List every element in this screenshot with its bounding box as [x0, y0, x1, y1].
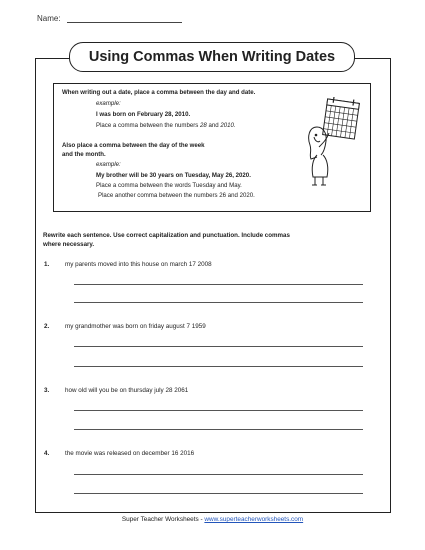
question-3-answer-line-2[interactable]: [74, 429, 363, 430]
example-label-1: example:: [96, 100, 121, 107]
rule-1: When writing out a date, place a comma between the day and date.: [62, 89, 256, 96]
footer-link[interactable]: www.superteacherworksheets.com: [204, 516, 304, 523]
question-2-answer-line-2[interactable]: [74, 366, 363, 367]
question-1-answer-line-2[interactable]: [74, 302, 363, 303]
question-2-text: my grandmother was born on friday august 7 1959: [65, 323, 206, 330]
question-4-answer-line-2[interactable]: [74, 493, 363, 494]
example-label-2: example:: [96, 161, 121, 168]
example-1-sentence: I was born on February 28, 2010.: [96, 111, 191, 118]
example-1-note-end: .: [233, 122, 236, 129]
question-1-text: my parents moved into this house on march 17 2008: [65, 261, 212, 268]
example-1-note-a: 28: [200, 122, 207, 129]
instructions-line-1: Rewrite each sentence. Use correct capitalization and punctuation. Include commas: [43, 232, 290, 239]
question-4-answer-line-1[interactable]: [74, 474, 363, 475]
question-4-text: the movie was released on december 16 2016: [65, 450, 195, 457]
page-title: Using Commas When Writing Dates: [69, 42, 355, 72]
question-3-answer-line-1[interactable]: [74, 410, 363, 411]
footer-brand: Super Teacher Worksheets -: [121, 516, 205, 523]
rule-2-line-1: Also place a comma between the day of the week: [62, 142, 205, 149]
footer: [0, 516, 425, 523]
example-1-note-b: 2010: [220, 122, 234, 129]
example-2-note-2: Place another comma between the numbers 26 and 2020.: [98, 192, 255, 199]
example-1-note-pre: Place a comma between the numbers: [96, 122, 200, 129]
example-1-note: [96, 122, 236, 129]
question-1-number: 1.: [44, 261, 50, 268]
example-2-sentence: My brother will be 30 years on Tuesday, May 26, 2020.: [96, 172, 251, 179]
name-blank-line[interactable]: [67, 14, 182, 23]
girl-holding-calendar-illustration: [305, 97, 363, 187]
question-1-answer-line-1[interactable]: [74, 284, 363, 285]
example-1-note-mid: and: [206, 122, 221, 129]
question-3-text: how old will you be on thursday july 28 2061: [65, 387, 189, 394]
question-2-answer-line-1[interactable]: [74, 346, 363, 347]
name-label: Name:: [37, 14, 61, 23]
question-4-number: 4.: [44, 450, 50, 457]
instructions-line-2: where necessary.: [43, 241, 95, 248]
question-2-number: 2.: [44, 323, 50, 330]
name-field[interactable]: [37, 14, 182, 23]
example-2-note-1: Place a comma between the words Tuesday and May.: [96, 182, 242, 189]
question-3-number: 3.: [44, 387, 50, 394]
rule-2-line-2: and the month.: [62, 151, 106, 158]
